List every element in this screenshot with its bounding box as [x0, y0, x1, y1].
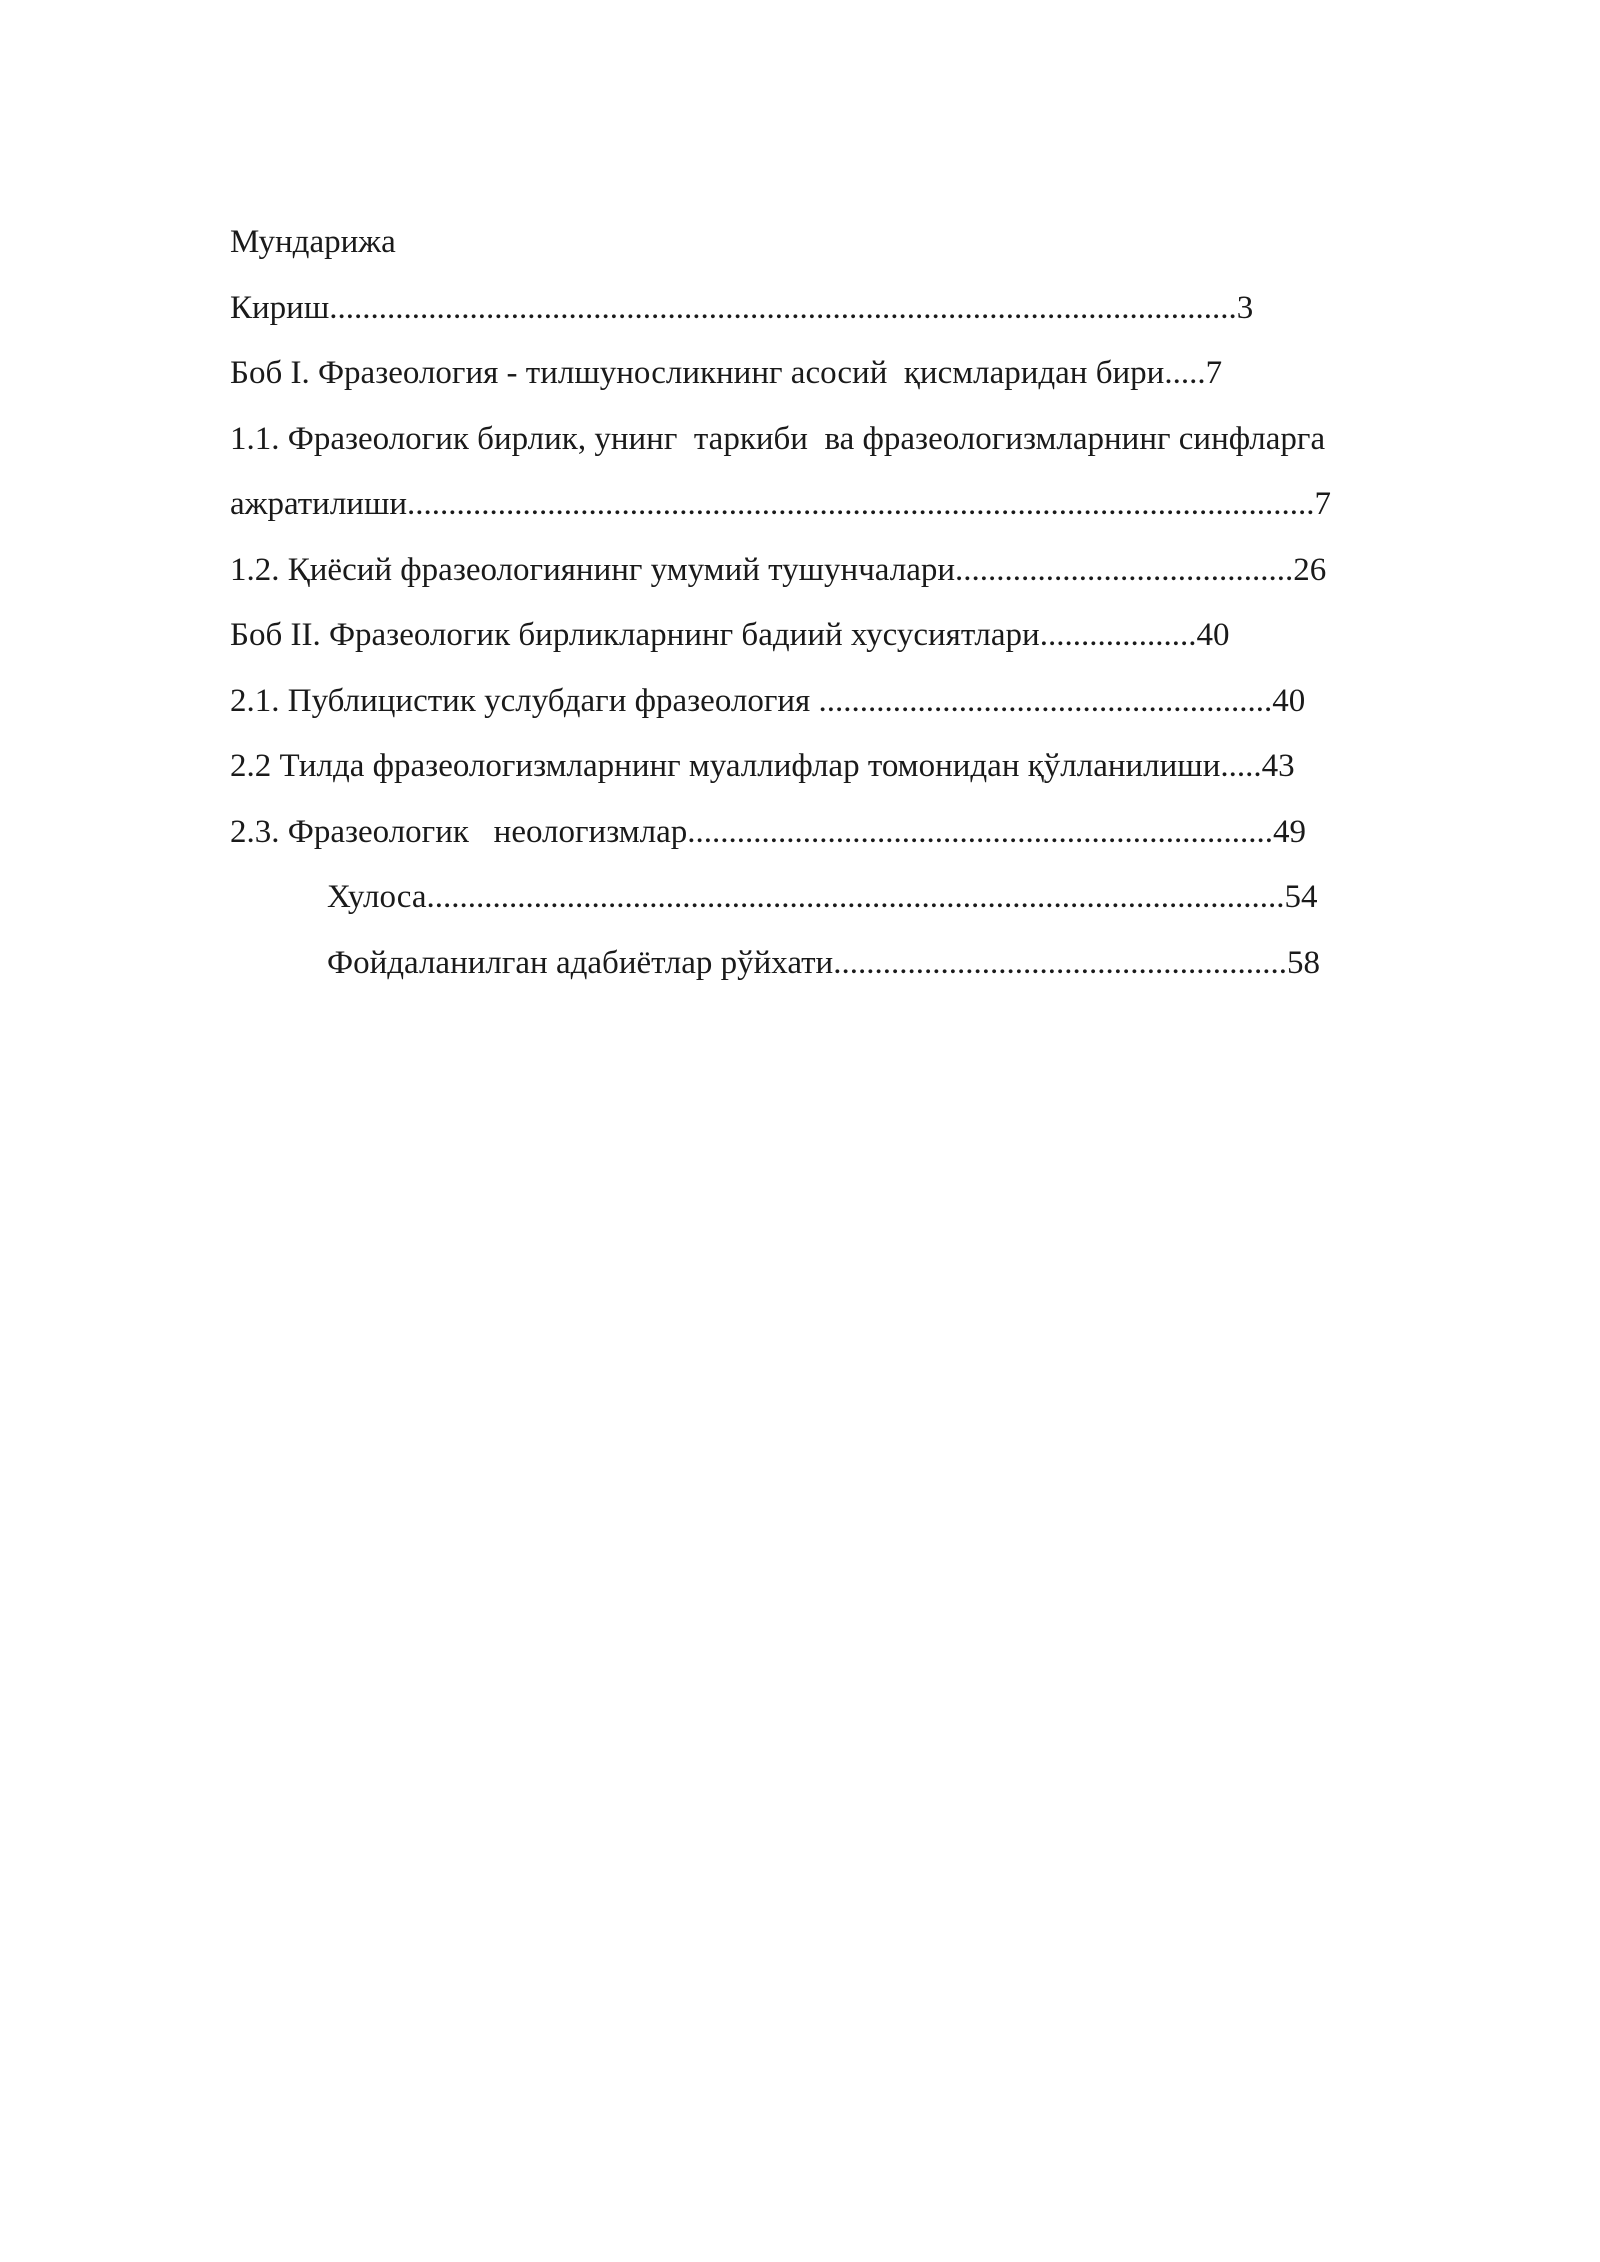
- toc-entry-section-1-1-part-2: ажратилиши..............................................................................................................7: [230, 486, 1332, 522]
- toc-entry-section-2-1: 2.1. Публицистик услубдаги фразеология .......................................................40: [230, 682, 1306, 719]
- toc-entry-conclusion: Хулоса........................................................................................................54: [327, 879, 1318, 915]
- toc-entry-section-1-1-part-1: 1.1. Фразеологик бирлик, унинг таркиби ва фразеологизмларнинг синфларга: [230, 420, 1326, 457]
- toc-entry-section-1-2: 1.2. Қиёсий фразеологиянинг умумий тушунчалари.........................................26: [230, 551, 1327, 588]
- toc-entry-section-2-3: 2.3. Фразеологик неологизмлар.......................................................................49: [230, 813, 1307, 850]
- toc-entry-references: Фойдаланилган адабиётлар рўйхати.......................................................58: [327, 944, 1320, 981]
- toc-entry-introduction: Кириш..............................................................................................................3: [230, 289, 1254, 326]
- table-of-contents: [230, 210, 1500, 996]
- toc-entry-chapter-1: Боб I. Фразеология - тилшуносликнинг асосий қисмларидан бири.....7: [230, 355, 1223, 391]
- toc-entry-section-2-2: 2.2 Тилда фразеологизмларнинг муаллифлар томонидан қўлланилиши.....43: [230, 748, 1295, 784]
- toc-entry-chapter-2: Боб II. Фразеологик бирликларнинг бадиий хусусиятлари...................40: [230, 617, 1230, 653]
- toc-heading: Мундарижа: [230, 224, 396, 260]
